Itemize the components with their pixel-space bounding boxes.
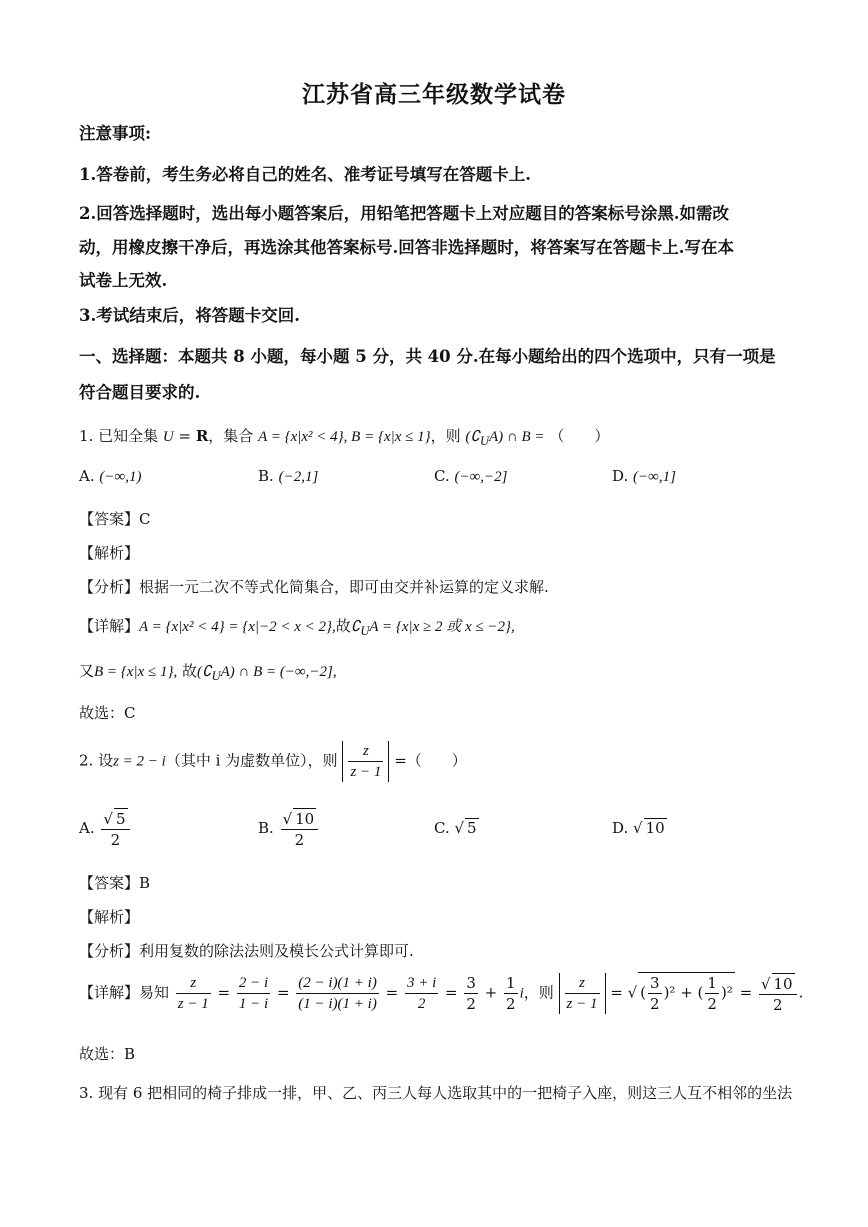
notice-item-2-line-2: 动，用橡皮擦干净后，再选涂其他答案标号.回答非选择题时，将答案写在答题卡上.写在本 (79, 238, 734, 257)
notice-item-3: 3.考试结束后，将答题卡交回. (79, 306, 300, 325)
q3-stem: 3. 现有 6 把相同的椅子排成一排，甲、乙、丙三人每人选取其中的一把椅子入座，则这三人互不相邻的坐法 (79, 1084, 793, 1102)
q1-fenxi: 【分析】根据一元二次不等式化简集合，即可由交并补运算的定义求解. (79, 578, 549, 596)
q1-option-d: D. (−∞,1] (612, 467, 676, 485)
q2-option-b: B. $\frac{√ 10}{2}$ (258, 808, 320, 850)
q1-option-c: C. (−∞,−2] (434, 467, 508, 485)
notice-item-2-line-1: 2.回答选择题时，选出每小题答案后，用铅笔把答题卡上对应题目的答案标号涂黑.如需改 (79, 204, 729, 223)
q2-option-d: D. √ 10 (612, 819, 665, 837)
q1-stem: 1. 已知全集 U = R，集合 A = {x|x² < 4}, B = {x|x ≤ 1}，则 $(∁_UA)$ ∩ B = （ ） (79, 427, 610, 448)
page-title: 江苏省高三年级数学试卷 (302, 81, 566, 108)
q2-option-c: C. √ 5 (434, 819, 477, 837)
q1-detail: 【详解】A = {x|x² < 4} = {x|−2 < x < 2},故$∁_UA = \{x|x \ge 2$ 或 x ≤ −2}, (79, 617, 515, 638)
q2-answer: 【答案】B (79, 874, 151, 892)
notice-heading: 注意事项: (79, 124, 152, 143)
q2-jiexi: 【解析】 (79, 908, 140, 926)
q1-answer: 【答案】C (79, 510, 151, 528)
q1-expression: $(∁_UA)$ ∩ B = (465, 429, 545, 448)
q1-detail-2: 又B = {x|x ≤ 1}, 故$(∁_UA)$ ∩ B = (−∞,−2], (79, 662, 337, 683)
q1-jiexi: 【解析】 (79, 544, 140, 562)
q1-option-b: B. (−2,1] (258, 467, 319, 485)
q2-detail: 【详解】易知 $\frac{z}{z - 1}$ = $\frac{2 - i}{1 - i}$ = $\frac{(2 - i)(1 + i)}{(1 - i)(1 + i)}$ = $\frac{3 + i}{2}$ = $\frac{3}{2}$ + $\frac{1}{2}$ i，则 $\frac{z}{z - 1}$ = √ ( $\frac{3}{2}$ )² + ( $\frac{1}{2}$ )² = $\frac{√ 10}{2}$ . (79, 974, 804, 1014)
section-heading-line-1: 一、选择题：本题共 8 小题，每小题 5 分，共 40 分.在每小题给出的四个选项中，只有一项是 (79, 347, 776, 366)
notice-item-1: 1.答卷前，考生务必将自己的姓名、准考证号填写在答题卡上. (79, 165, 531, 184)
q1-blank: （ ） (549, 427, 610, 445)
q1-stem-lead: 1. 已知全集 (79, 427, 159, 445)
section-heading-line-2: 符合题目要求的. (79, 383, 201, 402)
q1-option-a: A. (−∞,1) (79, 467, 142, 485)
q1-sets: A = {x|x² < 4}, B = {x|x ≤ 1} (258, 429, 431, 445)
q2-stem: 2. 设z = 2 − i（其中 i 为虚数单位），则 $\frac{z}{z - 1}$ =（ ） (79, 743, 467, 780)
notice-item-2-line-3: 试卷上无效. (79, 271, 168, 290)
q2-fenxi: 【分析】利用复数的除法法则及模长公式计算即可. (79, 942, 414, 960)
q1-guxuan: 故选：C (79, 704, 136, 722)
q2-option-a: A. $\frac{√ 5}{2}$ (79, 808, 132, 850)
q2-guxuan: 故选：B (79, 1045, 136, 1063)
q1-universal-set: U (162, 429, 174, 445)
